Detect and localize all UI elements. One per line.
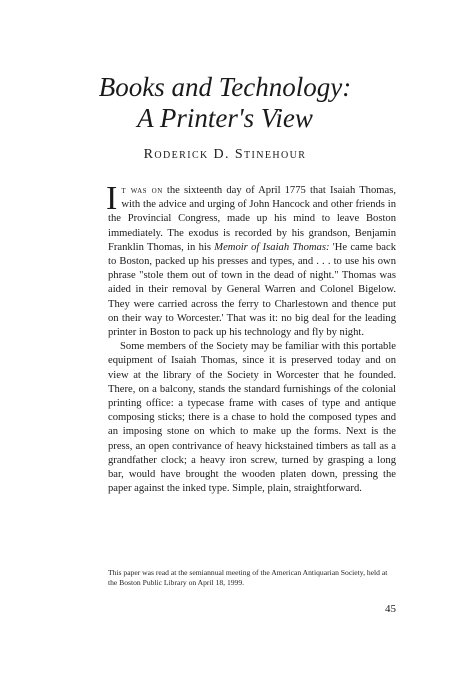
author-byline: Roderick D. Stinehour xyxy=(143,147,307,162)
lead-in: t was on xyxy=(121,185,163,196)
paragraph-1-text-b: 'He came back to Boston, packed up his presses and types, and . . . to use his own phrase "stole them out of town in the dead of night." Thomas was aided in their removal by General Warren and Colonel Bigelow. They were carried across the ferry to Charlestown and thence put on their way to Worcester.' That was it: no big deal for the leading printer in Boston to pack up his technology and fly by night. xyxy=(108,241,396,339)
page-number: 45 xyxy=(385,603,396,615)
drop-cap: I xyxy=(106,180,118,217)
memoir-title: Memoir of Isaiah Thomas: xyxy=(214,241,330,253)
paragraph-2: Some members of the Society may be familiar with this portable equipment of Isaiah Thomas, since it is preserved today and on view at the library of the Society in Worcester that he founded. There, on a balcony, stands the standard furnishings of the colonial printing office: a typecase frame with cases of type and antique composing sticks; there is a chase to hold the composed types and an imposing stone on which to make up the forms. Next is the press, an open contrivance of heavy hickstained timbers as tall as a grandfather clock; a heavy iron screw, turned by grasping a long bar, would have brought the wooden platen down, pressing the paper against the inked type. Simple, plain, straightforward. xyxy=(108,341,396,495)
paragraph-1 xyxy=(106,180,396,340)
article-body xyxy=(106,180,396,496)
paragraph-1-text-a: the sixteenth day of April 1775 that Isaiah Thomas, with the advice and urging of John Hancock and other friends in the Provincial Congress, made up his mind to leave Boston immediately. The exodus is recorded by his grandson, Benjamin Franklin Thomas, in his xyxy=(108,185,396,253)
title-line-2: A Printer's View xyxy=(137,103,313,133)
footnote: This paper was read at the semiannual meeting of the American Antiquarian Society, held at the Boston Public Library on April 18, 1999. xyxy=(108,568,388,587)
title-line-1: Books and Technology: xyxy=(98,72,352,102)
